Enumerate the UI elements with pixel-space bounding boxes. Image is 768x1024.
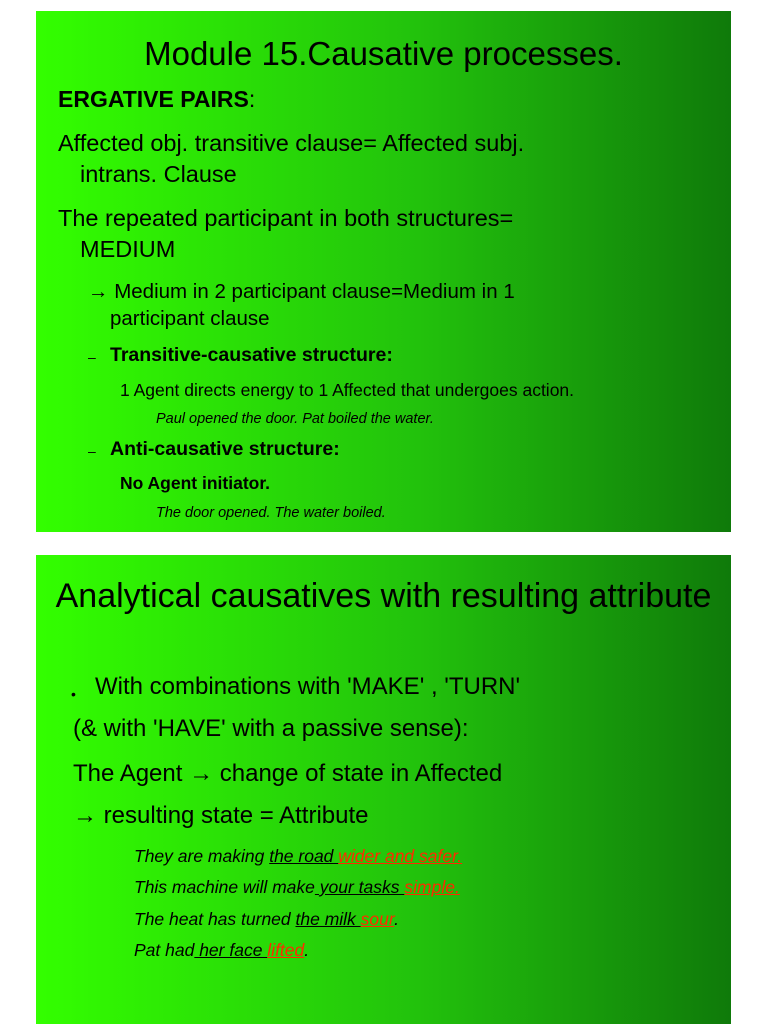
example-post: . [394,909,399,929]
section-heading [58,86,255,113]
resulting-state-line: → resulting state = Attribute [73,802,369,829]
dash-marker: – [88,443,96,459]
para-affected-line1: Affected obj. transitive clause= Affected subj. [58,130,525,156]
example-sentence [134,846,462,867]
example-pre: This machine will make [134,877,315,897]
slide-ergative-pairs [36,11,731,532]
example-sentence [134,877,460,898]
transitive-causative-example: Paul opened the door. Pat boiled the water. [156,411,434,427]
example-attribute: sour [360,909,395,929]
example-affected: your tasks [314,877,405,897]
slide-title: Module 15.Causative processes. [144,35,623,72]
section-heading-bold: ERGATIVE PAIRS [58,86,249,112]
example-pre: Pat had [134,940,195,960]
bullet-marker: • [71,686,76,702]
anti-causative-heading: Anti-causative structure: [110,438,340,460]
example-pre: They are making [134,846,270,866]
slide-title: Analytical causatives with resulting attribute [55,577,712,615]
para-repeated-line1: The repeated participant in both structures= [58,205,514,231]
section-heading-colon: : [248,86,256,112]
transitive-causative-heading: Transitive-causative structure: [110,344,393,366]
medium-arrow-line2: participant clause [110,307,270,330]
agent-change-line: The Agent → change of state in Affected [73,760,503,787]
slide-analytical-causatives [36,555,731,1024]
example-attribute: lifted [267,940,305,960]
example-sentence [134,940,309,961]
example-pre: The heat has turned [134,909,296,929]
dash-marker: – [88,349,96,365]
example-affected: her face [194,940,268,960]
example-attribute: simple. [404,877,460,897]
medium-arrow-line1: → Medium in 2 participant clause=Medium in 1 [88,280,515,303]
anti-causative-text: No Agent initiator. [120,473,271,493]
example-sentence [134,909,399,930]
have-passive-line: (& with 'HAVE' with a passive sense): [73,715,469,742]
example-affected: the road [269,846,339,866]
example-post: . [304,940,310,960]
example-affected: the milk [295,909,361,929]
para-repeated-line2: MEDIUM [80,236,176,262]
transitive-causative-text: 1 Agent directs energy to 1 Affected that undergoes action. [120,380,575,400]
para-affected-line2: intrans. Clause [80,161,237,187]
example-attribute: wider and safer. [338,846,463,866]
anti-causative-example: The door opened. The water boiled. [156,505,386,521]
combinations-line: With combinations with 'MAKE' , 'TURN' [95,673,521,700]
